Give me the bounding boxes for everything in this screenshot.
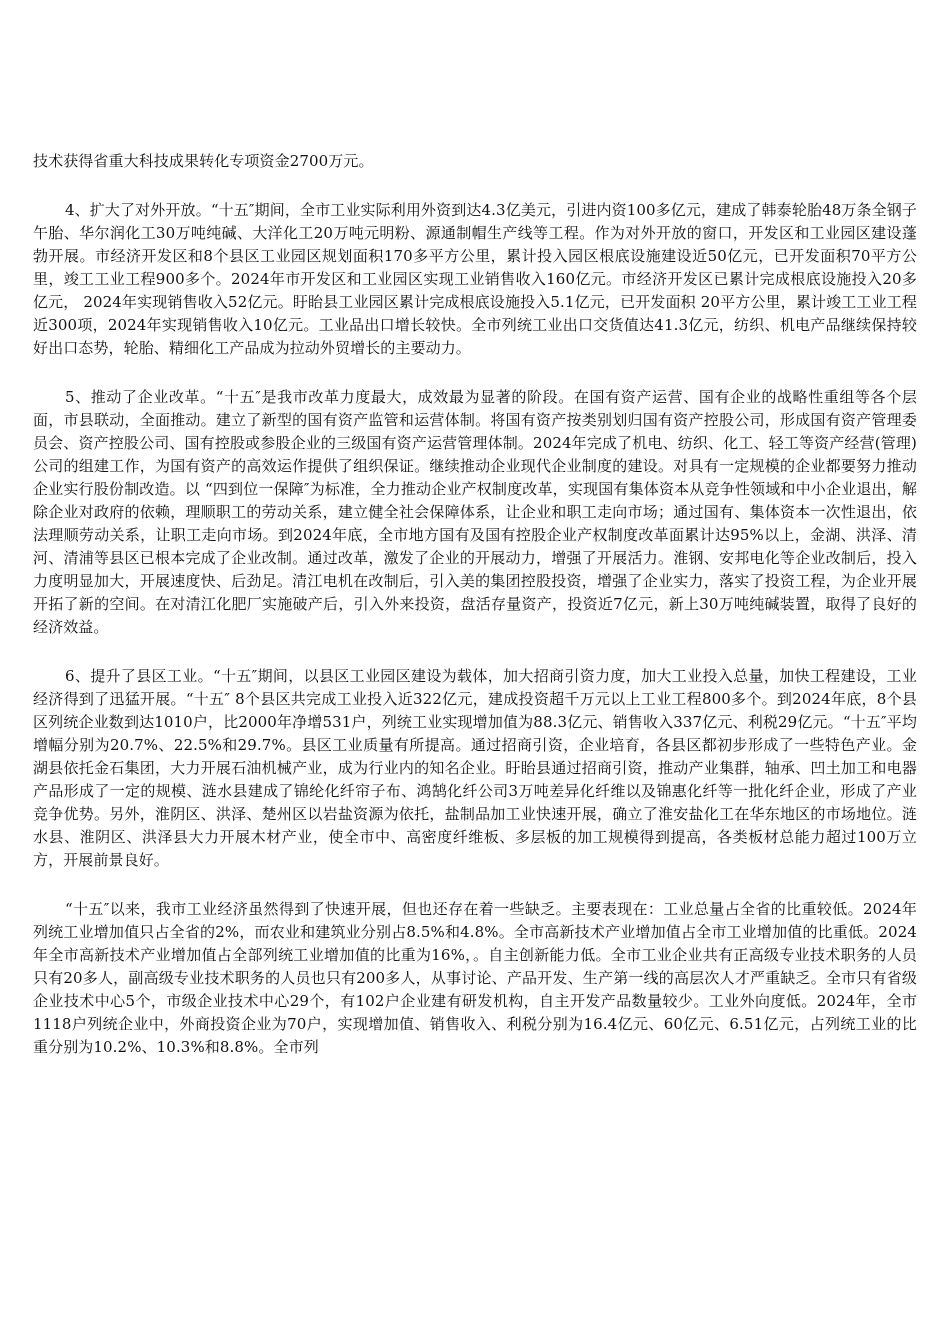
paragraph-continuation: 技术获得省重大科技成果转化专项资金2700万元。 xyxy=(33,152,374,170)
paragraph-shortcomings: “十五″以来，我市工业经济虽然得到了快速开展，但也还存在着一些缺乏。主要表现在：工业总量占全省的比重较低。2024年列统工业增加值只占全省的2%，而农业和建筑业分别占8.5%和4.8%。全市高新技术产业增加值占全市工业增加值的比重低。2024年全市高新技术产业增加值占全部列统工业增加值的比重为16%，。自主创新能力低。全市工业企业共有正高级专业技术职务的人员只有20多人，副高级专业技术职务的人员也只有200多人，从事讨论、产品开发、生产第一线的高层次人才严重缺乏。全市只有省级企业技术中心5个，市级企业技术中心29个，有102户企业建有研发机构，自主开发产品数量较少。工业外向度低。2024年，全市1118户列统企业中，外商投资企业为70户，实现增加值、销售收入、利税分别为16.4亿元、60亿元、6.51亿元，占列统工业的比重分别为10.2%、10.3%和8.8%。全市列 xyxy=(33,900,917,1056)
paragraph-opening-up: 4、扩大了对外开放。“十五″期间，全市工业实际利用外资到达4.3亿美元，引进内资100多亿元，建成了韩泰轮胎48万条全钢子午胎、华尔润化工30万吨纯碱、大洋化工20万吨元明粉、源通制帽生产线等工程。作为对外开放的窗口，开发区和工业园区建设蓬勃开展。市经济开发区和8个县区工业园区规划面积170多平方公里，累计投入园区根底设施建设近50亿元，已开发面积70平方公里，竣工工业工程900多个。2024年市开发区和工业园区实现工业销售收入160亿元。市经济开发区已累计完成根底设施投入20多亿元， 2024年实现销售收入52亿元。盱眙县工业园区累计完成根底设施投入5.1亿元，已开发面积 20平方公里，累计竣工工业工程近300项，2024年实现销售收入10亿元。工业品出口增长较快。全市列统工业出口交货值达41.3亿元，纺织、机电产品继续保持较好出口态势，轮胎、精细化工产品成为拉动外贸增长的主要动力。 xyxy=(33,201,917,357)
paragraph-county-industry: 6、提升了县区工业。“十五″期间，以县区工业园区建设为载体，加大招商引资力度，加大工业投入总量，加快工程建设，工业经济得到了迅猛开展。“十五″ 8个县区共完成工业投入近322亿元，建成投资超千万元以上工业工程800多个。到2024年底，8个县区列统企业数到达1010户，比2000年净增531户，列统工业实现增加值为88.3亿元、销售收入337亿元、利税29亿元。“十五″平均增幅分别为20.7%、22.5%和29.7%。县区工业质量有所提高。通过招商引资，企业培育，各县区都初步形成了一些特色产业。金湖县依托金石集团，大力开展石油机械产业，成为行业内的知名企业。盱眙县通过招商引资，推动产业集群，轴承、凹土加工和电器产品形成了一定的规模、涟水县建成了锦纶化纤帘子布、鸿鹄化纤公司3万吨差异化纤维以及锦惠化纤等一批化纤企业，形成了产业竞争优势。另外，淮阴区、洪泽、楚州区以岩盐资源为依托，盐制品加工业快速开展，确立了淮安盐化工在华东地区的市场地位。涟水县、淮阴区、洪泽县大力开展木材产业，使全市中、高密度纤维板、多层板的加工规模得到提高，各类板材总能力超过100万立方，开展前景良好。 xyxy=(33,667,917,869)
paragraph-enterprise-reform: 5、推动了企业改革。“十五″是我市改革力度最大，成效最为显著的阶段。在国有资产运营、国有企业的战略性重组等各个层面，市县联动，全面推动。建立了新型的国有资产监管和运营体制。将国有资产按类别划归国有资产控股公司，形成国有资产管理委员会、资产控股公司、国有控股或参股企业的三级国有资产运营管理体制。2024年完成了机电、纺织、化工、轻工等资产经营(管理)公司的组建工作，为国有资产的高效运作提供了组织保证。继续推动企业现代企业制度的建设。对具有一定规模的企业都要努力推动企业实行股份制改造。以 “四到位一保障″为标准，全力推动企业产权制度改革，实现国有集体资本从竞争性领域和中小企业退出，解除企业对政府的依赖，理顺职工的劳动关系，建立健全社会保障体系，让企业和职工走向市场；通过国有、集体资本一次性退出，依法理顺劳动关系，让职工走向市场。到2024年底，全市地方国有及国有控股企业产权制度改革面累计达95%以上，金湖、洪泽、清河、清浦等县区已根本完成了企业改制。通过改革，激发了企业的开展动力，增强了开展活力。淮钢、安邦电化等企业改制后，投入力度明显加大，开展速度快、后劲足。清江电机在改制后，引入美的集团控股投资，增强了企业实力，落实了投资工程，为企业开展开拓了新的空间。在对清江化肥厂实施破产后，引入外来投资，盘活存量资产，投资近7亿元，新上30万吨纯碱装置，取得了良好的经济效益。 xyxy=(33,388,917,636)
document-body xyxy=(33,150,917,1085)
